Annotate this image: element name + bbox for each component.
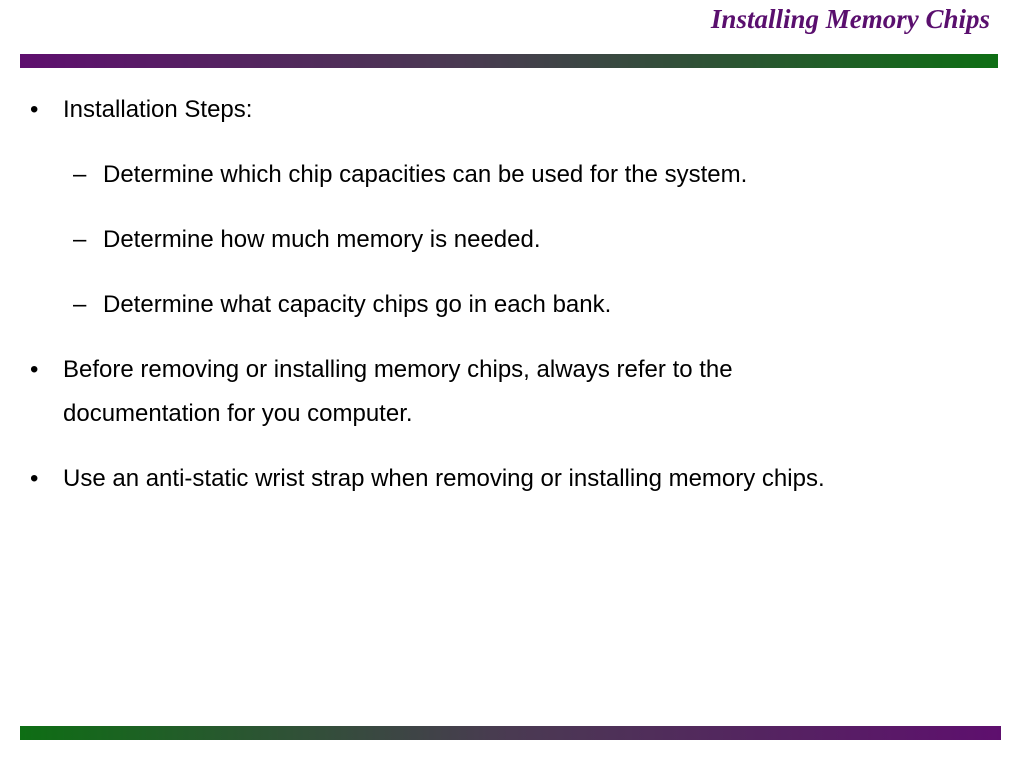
bullet-marker: • — [30, 356, 39, 383]
bullet-installation-steps — [0, 88, 1024, 132]
sub-bullet-step-3 — [0, 283, 1024, 327]
bullet-wrist-strap — [0, 457, 1024, 501]
bottom-gradient-bar — [20, 726, 1001, 740]
sub-bullet-step-2 — [0, 218, 1024, 262]
installation-steps-heading: Installation Steps: — [63, 96, 253, 123]
step-3-text: Determine what capacity chips go in each bank. — [103, 291, 612, 318]
bullet-documentation-note — [0, 348, 1024, 436]
slide-content — [0, 88, 1024, 522]
dash-marker: – — [73, 291, 87, 318]
bullet-marker: • — [30, 96, 39, 123]
bullet-marker: • — [30, 465, 39, 492]
documentation-note-line-2: documentation for you computer. — [63, 400, 413, 427]
dash-marker: – — [73, 226, 87, 253]
sub-bullet-step-1 — [0, 153, 1024, 197]
dash-marker: – — [73, 161, 87, 188]
top-gradient-bar — [20, 54, 998, 68]
step-1-text: Determine which chip capacities can be used for the system. — [103, 161, 748, 188]
slide-title: Installing Memory Chips — [710, 4, 990, 34]
step-2-text: Determine how much memory is needed. — [103, 226, 541, 253]
wrist-strap-text: Use an anti-static wrist strap when removing or installing memory chips. — [63, 465, 825, 492]
documentation-note-line-1: Before removing or installing memory chips, always refer to the — [63, 356, 733, 383]
